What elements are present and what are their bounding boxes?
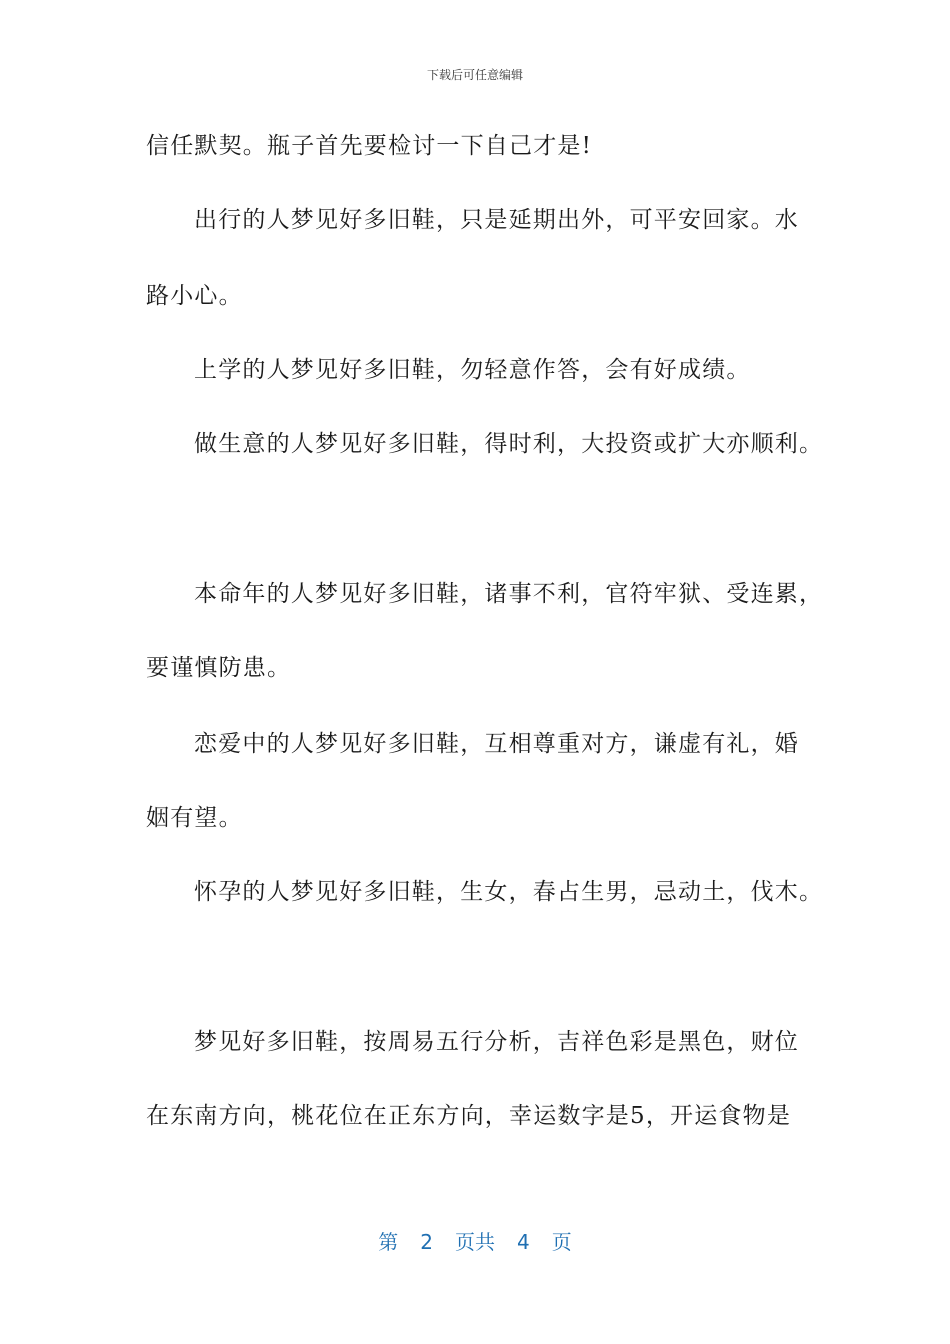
footer-total-pages: 4	[517, 1230, 530, 1254]
footer-current-page: 2	[420, 1230, 433, 1254]
footer-prefix: 第	[378, 1230, 399, 1254]
paragraph-line: 上学的人梦见好多旧鞋，勿轻意作答，会有好成绩。	[194, 357, 751, 383]
paragraph-line: 出行的人梦见好多旧鞋，只是延期出外，可平安回家。水	[194, 207, 799, 233]
paragraph-line: 姻有望。	[146, 805, 243, 831]
paragraph-line: 恋爱中的人梦见好多旧鞋，互相尊重对方，谦虚有礼，婚	[194, 731, 799, 757]
paragraph-line: 怀孕的人梦见好多旧鞋，生女，春占生男，忌动土，伐木。	[194, 879, 824, 905]
footer-middle: 页共	[455, 1230, 495, 1254]
page-footer	[0, 1226, 950, 1255]
page-header: 下载后可任意编辑	[426, 68, 523, 82]
paragraph-line: 信任默契。瓶子首先要检讨一下自己才是!	[146, 133, 593, 159]
paragraph-line: 梦见好多旧鞋，按周易五行分析，吉祥色彩是黑色，财位	[194, 1029, 799, 1055]
paragraph-line: 做生意的人梦见好多旧鞋，得时利，大投资或扩大亦顺利。	[194, 431, 824, 457]
paragraph-line: 路小心。	[146, 283, 243, 309]
paragraph-line: 在东南方向，桃花位在正东方向，幸运数字是5，开运食物是	[146, 1103, 792, 1129]
paragraph-line: 要谨慎防患。	[146, 655, 292, 681]
footer-suffix: 页	[551, 1230, 572, 1254]
paragraph-line: 本命年的人梦见好多旧鞋，诸事不利，官符牢狱、受连累，	[194, 581, 824, 607]
